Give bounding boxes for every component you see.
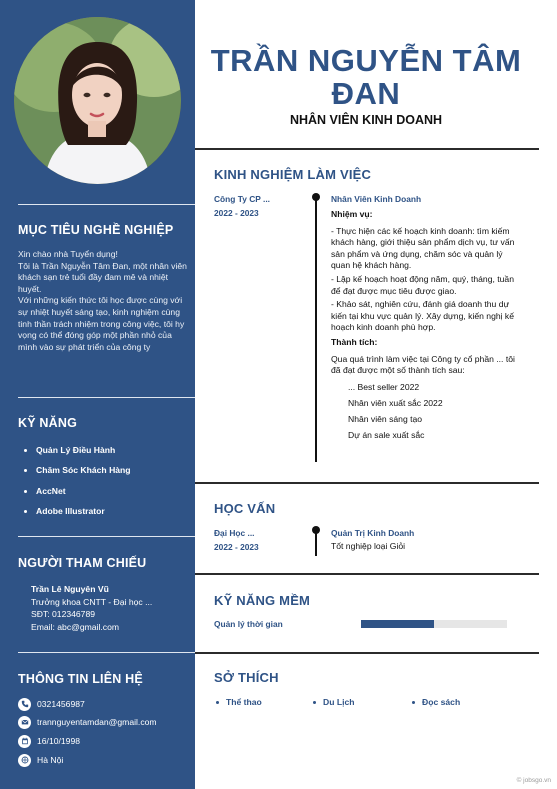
- profile-photo: [14, 17, 181, 184]
- soft-skills-title: KỸ NĂNG MỀM: [214, 593, 311, 608]
- skill-item: Adobe Illustrator: [24, 506, 131, 526]
- section-divider: [195, 482, 539, 484]
- hobbies-title: SỞ THÍCH: [214, 670, 279, 685]
- contact-address-row: [18, 753, 63, 767]
- location-icon: [18, 754, 31, 767]
- contact-email: trannguyentamdan@gmail.com: [37, 717, 157, 727]
- achievements-list: [348, 382, 521, 446]
- reference-block: [31, 583, 152, 633]
- timeline-line: [315, 532, 317, 556]
- objective-text: [18, 249, 188, 353]
- experience-title: KINH NGHIỆM LÀM VIỆC: [214, 167, 372, 182]
- phone-icon: [18, 698, 31, 711]
- hobby-item: Thể thao: [216, 697, 262, 707]
- skill-item: AccNet: [24, 486, 131, 506]
- contact-birthday-row: [18, 734, 80, 748]
- experience-details: [331, 209, 521, 446]
- footer-credit: © jobsgo.vn: [516, 777, 551, 784]
- candidate-job-title: NHÂN VIÊN KINH DOANH: [289, 113, 443, 127]
- achievement-item: Nhân viên sáng tạo: [348, 413, 423, 424]
- section-divider: [195, 148, 539, 150]
- duty-item: - Lập kế hoạch hoạt động năm, quý, tháng, tuần để đạt được mục tiêu được giao.: [331, 273, 514, 296]
- sidebar: [0, 0, 195, 789]
- skill-item: Chăm Sóc Khách Hàng: [24, 465, 131, 485]
- objective-paragraph: Tôi là Trần Nguyễn Tâm Đan, một nhân viên khách sạn trẻ tuổi đầy đam mê và nhiệt huyết.: [18, 260, 187, 294]
- education-title: HỌC VẤN: [214, 501, 276, 516]
- objective-title: MỤC TIÊU NGHỀ NGHIỆP: [18, 223, 174, 237]
- email-icon: [18, 716, 31, 729]
- experience-period: 2022 - 2023: [214, 208, 259, 218]
- contact-email-row: [18, 715, 157, 729]
- reference-position: Trưởng khoa CNTT - Đại học ...: [31, 596, 153, 607]
- section-divider: [18, 536, 195, 537]
- duty-item: - Khảo sát, nghiên cứu, đánh giá doanh thu dự kiến tại khu vực quản lý. Xây dựng, kiến nghị kế hoạch kinh doanh phù hợp.: [331, 299, 515, 333]
- objective-paragraph: Với những kiến thức tôi học được cùng với sự nhiệt huyết sáng tạo, kinh nghiệm cùng tinh thần trách nhiệm trong công việc, tôi hy vọng có thể đóng góp một phần nhỏ của mình vào sự phát triển của công ty: [18, 295, 185, 352]
- education-major: Quản Trị Kinh Doanh: [331, 528, 415, 538]
- contact-birthday: 16/10/1998: [37, 736, 81, 746]
- contact-title: THÔNG TIN LIÊN HỆ: [18, 672, 143, 686]
- education-result: Tốt nghiệp loại Giỏi: [331, 541, 406, 551]
- calendar-icon: [18, 735, 31, 748]
- reference-email: Email: abc@gmail.com: [31, 621, 120, 632]
- section-divider: [18, 652, 195, 653]
- hobby-item: Đọc sách: [412, 697, 460, 707]
- contact-phone-row: [18, 697, 85, 711]
- achievements-label: Thành tích:: [331, 336, 378, 347]
- contact-address: Hà Nội: [37, 755, 64, 765]
- section-divider: [18, 204, 195, 205]
- achievements-intro: Qua quá trình làm việc tại Công ty cổ phần ... tôi đã đạt được một số thành tích sau:: [331, 353, 515, 376]
- achievement-item: Nhân viên xuất sắc 2022: [348, 397, 443, 408]
- skill-item: Quản Lý Điều Hành: [24, 445, 131, 465]
- duties-label: Nhiệm vụ:: [331, 209, 373, 219]
- section-divider: [195, 652, 539, 654]
- portrait-illustration: [14, 17, 181, 184]
- soft-skill-bar-fill: [361, 620, 434, 628]
- soft-skill-bar: [361, 620, 507, 628]
- achievement-item: Dự án sale xuất sắc: [348, 429, 425, 440]
- skills-list: [24, 445, 131, 526]
- achievement-item: ... Best seller 2022: [348, 381, 420, 392]
- timeline-line: [315, 199, 317, 462]
- reference-name: Trần Lê Nguyên Vũ: [31, 584, 109, 594]
- reference-phone: SĐT: 012346789: [31, 609, 96, 620]
- education-school: Đại Học ...: [214, 528, 255, 538]
- soft-skill-name: Quản lý thời gian: [214, 619, 283, 629]
- candidate-name: TRẦN NGUYỄN TÂM ĐAN: [210, 43, 522, 111]
- objective-paragraph: Xin chào nhà Tuyển dụng!: [18, 249, 118, 259]
- contact-phone: 0321456987: [37, 699, 85, 709]
- experience-company: Công Ty CP ...: [214, 194, 270, 204]
- skills-title: KỸ NĂNG: [18, 416, 78, 430]
- experience-role: Nhân Viên Kinh Doanh: [331, 194, 422, 204]
- education-period: 2022 - 2023: [214, 542, 259, 552]
- hobby-item: Du Lịch: [313, 697, 355, 707]
- section-divider: [18, 397, 195, 398]
- duty-item: - Thực hiện các kế hoạch kinh doanh: tìm kiếm khách hàng, giới thiệu sản phẩm dịch vụ, tư vấn sản phẩm và ứng dụng, chăm sóc và quản lý quan hệ khách hàng.: [331, 225, 515, 271]
- section-divider: [195, 573, 539, 575]
- reference-title: NGƯỜI THAM CHIẾU: [18, 556, 147, 570]
